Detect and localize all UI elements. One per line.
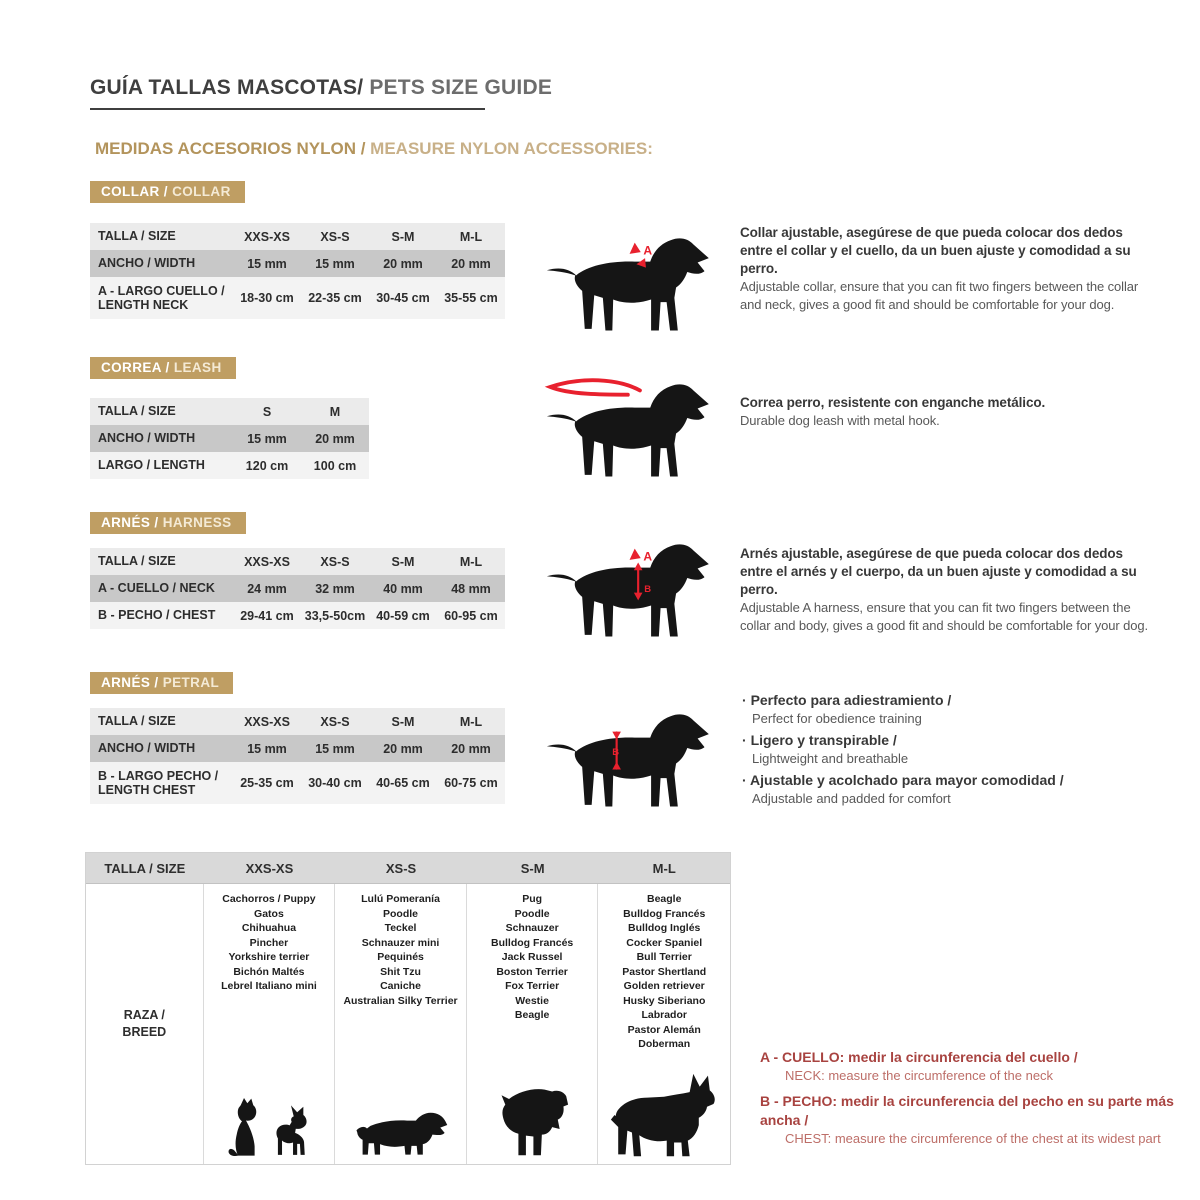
breed-column-xxs-xs: [204, 884, 336, 1164]
header-cell: M: [301, 398, 369, 425]
value-cell: 30-40 cm: [301, 762, 369, 804]
value-cell: 25-35 cm: [233, 762, 301, 804]
value-cell: 60-75 cm: [437, 762, 505, 804]
value-cell: 60-95 cm: [437, 602, 505, 629]
dog-silhouette-collar-icon: [538, 222, 728, 334]
value-cell: 40-65 cm: [369, 762, 437, 804]
header-cell: TALLA / SIZE: [104, 860, 186, 876]
feature-es: · Ajustable y acolchado para mayor comodidad /: [742, 771, 1157, 790]
note-a-en: NECK: measure the circumference of the neck: [785, 1068, 1054, 1083]
breed-item: Pastor Shertland: [622, 965, 707, 978]
value-cell: 15 mm: [233, 250, 301, 277]
value-cell: 15 mm: [233, 425, 301, 452]
value-cell: 100 cm: [301, 452, 369, 479]
breed-item: Schnauzer mini: [361, 936, 440, 949]
breed-item: Beagle: [514, 1009, 550, 1021]
dog-silhouette-leash-icon: [538, 368, 728, 480]
collar-description-es: Collar ajustable, asegúrese de que pueda colocar dos dedos entre el collar y el cuello, da un buen ajuste y comodidad a su perro.: [740, 225, 1131, 276]
header-cell: S-M: [369, 548, 437, 575]
page-subtitle: [95, 139, 653, 159]
value-cell: 20 mm: [369, 735, 437, 762]
dog-silhouette-petral-icon: [538, 698, 728, 810]
breed-item: Shit Tzu: [380, 965, 421, 978]
raza-breed-label: RAZA / BREED: [122, 1008, 167, 1039]
table-row: [90, 452, 369, 479]
breed-item: Yorkshire terrier: [228, 951, 310, 963]
header-cell: TALLA / SIZE: [90, 548, 233, 575]
petral-measure-marker: [547, 714, 709, 806]
leash-size-table: [90, 398, 369, 479]
breed-item: Lebrel Italiano mini: [221, 980, 317, 992]
harness-description-es: Arnés ajustable, asegúrese de que pueda colocar dos dedos entre el arnés y el cuerpo, da un buen ajuste y comodidad a su perro.: [740, 546, 1137, 597]
table-header-row: [90, 708, 505, 735]
petral-feature-list: [742, 691, 1157, 811]
header-cell: XS-S: [301, 708, 369, 735]
table-row: [90, 602, 505, 629]
table-row: [90, 735, 505, 762]
table-header-row: [90, 398, 369, 425]
label-cell: ANCHO / WIDTH: [90, 250, 233, 277]
leash-line-marker: [550, 380, 640, 395]
badge-label-es: ARNÉS /: [101, 675, 163, 690]
table-row: [90, 425, 369, 452]
breed-item: Golden retriever: [623, 980, 705, 992]
badge-label-en: LEASH: [173, 360, 222, 375]
breed-table-header: [86, 853, 730, 884]
breed-item: Pincher: [249, 936, 289, 949]
header-cell: S: [233, 398, 301, 425]
header-cell: S-M: [520, 860, 545, 876]
badge-label-es: COLLAR /: [101, 184, 173, 199]
breed-item: Caniche: [380, 980, 421, 992]
harness-section-badge: [90, 512, 246, 534]
breed-item: Fox Terrier: [505, 980, 560, 992]
breed-silhouettes: [492, 1084, 572, 1164]
header-cell: TALLA / SIZE: [90, 398, 233, 425]
harness-size-table: [90, 548, 505, 629]
header-cell: XXS-XS: [233, 223, 301, 250]
value-cell: 20 mm: [437, 735, 505, 762]
note-b-en: CHEST: measure the circumference of the chest at its widest part: [785, 1131, 1161, 1146]
breed-item: Poodle: [383, 907, 419, 920]
breed-list: [343, 884, 457, 1008]
table-row: [90, 250, 505, 277]
value-cell: 20 mm: [301, 425, 369, 452]
header-cell: XXS-XS: [245, 860, 294, 876]
collar-description-en: Adjustable collar, ensure that you can fit two fingers between the collar and neck, gives a good fit and should be comfortable for your dog.: [740, 279, 1139, 312]
page-title: [90, 76, 552, 100]
value-cell: 40 mm: [369, 575, 437, 602]
dog-silhouette-harness-icon: [538, 528, 728, 640]
feature-item: [742, 731, 1157, 768]
breed-column-s-m: [467, 884, 599, 1164]
harness-marker-letter-a: A: [643, 549, 653, 564]
note-a-es: A - CUELLO: medir la circunferencia del cuello /: [760, 1049, 1078, 1065]
breed-list: [622, 884, 706, 1052]
collar-section-badge: [90, 181, 245, 203]
label-cell: A - LARGO CUELLO / LENGTH NECK: [90, 277, 233, 319]
breed-list: [221, 884, 317, 994]
breed-item: Bulldog Francés: [490, 936, 574, 949]
breed-item: Schnauzer: [505, 922, 559, 934]
value-cell: 22-35 cm: [301, 277, 369, 319]
value-cell: 35-55 cm: [437, 277, 505, 319]
header-cell: M-L: [437, 223, 505, 250]
page-title-es: GUÍA TALLAS MASCOTAS/: [90, 76, 364, 99]
breed-column-xs-s: [335, 884, 467, 1164]
harness-description: [740, 545, 1150, 634]
feature-en: Lightweight and breathable: [752, 751, 909, 766]
feature-item: [742, 691, 1157, 728]
breed-silhouettes: [353, 1111, 449, 1164]
header-cell: XXS-XS: [233, 548, 301, 575]
breed-silhouettes: [609, 1072, 719, 1164]
value-cell: 33,5-50cm: [301, 602, 369, 629]
header-cell: XS-S: [385, 860, 417, 876]
value-cell: 40-59 cm: [369, 602, 437, 629]
petral-size-table: [90, 708, 505, 804]
header-cell: TALLA / SIZE: [90, 708, 233, 735]
label-cell: B - PECHO / CHEST: [90, 602, 233, 629]
breed-item: Husky Siberiano: [623, 994, 706, 1007]
label-cell: B - LARGO PECHO / LENGTH CHEST: [90, 762, 233, 804]
breed-item: Poodle: [514, 907, 550, 920]
feature-en: Perfect for obedience training: [752, 711, 922, 726]
petral-section-badge: [90, 672, 233, 694]
breed-item: Gatos: [254, 907, 284, 920]
header-cell: S-M: [369, 708, 437, 735]
badge-label-en: PETRAL: [162, 675, 220, 690]
breed-item: Chihuahua: [241, 922, 297, 934]
table-row: [90, 277, 505, 319]
value-cell: 20 mm: [369, 250, 437, 277]
breed-item: Bulldog Inglés: [628, 922, 701, 934]
breed-item: Beagle: [647, 893, 682, 905]
breed-item: Bull Terrier: [636, 951, 692, 963]
breed-item: Bichón Maltés: [233, 965, 305, 978]
breed-item: Bulldog Francés: [623, 907, 706, 920]
breed-item: Lulú Pomeranía: [361, 893, 440, 905]
value-cell: 15 mm: [233, 735, 301, 762]
label-cell: ANCHO / WIDTH: [90, 425, 233, 452]
breed-table-body: [86, 884, 730, 1164]
page-subtitle-es: MEDIDAS ACCESORIOS NYLON /: [95, 139, 371, 158]
value-cell: 48 mm: [437, 575, 505, 602]
table-row: [90, 762, 505, 804]
breed-item: Pequinés: [377, 951, 424, 963]
header-cell: S-M: [369, 223, 437, 250]
header-cell: XS-S: [301, 548, 369, 575]
cat-silhouette-icon: [226, 1096, 266, 1159]
badge-label-es: ARNÉS /: [101, 515, 163, 530]
doberman-silhouette-icon: [609, 1072, 719, 1159]
harness-description-en: Adjustable A harness, ensure that you can fit two fingers between the collar and body, gives a good fit and should be comfortable for your dog.: [740, 600, 1148, 633]
note-b-es: B - PECHO: medir la circunferencia del pecho en su parte más ancha /: [760, 1093, 1174, 1128]
breed-item: Boston Terrier: [496, 965, 568, 978]
header-cell: XXS-XS: [233, 708, 301, 735]
value-cell: 20 mm: [437, 250, 505, 277]
value-cell: 15 mm: [301, 735, 369, 762]
label-cell: LARGO / LENGTH: [90, 452, 233, 479]
badge-label-en: COLLAR: [172, 184, 231, 199]
leash-description: [740, 394, 1150, 430]
breed-item: Pastor Alemán: [627, 1023, 701, 1036]
badge-label-en: HARNESS: [162, 515, 232, 530]
value-cell: 18-30 cm: [233, 277, 301, 319]
feature-es: · Perfecto para adiestramiento /: [742, 691, 1157, 710]
collar-marker-letter: A: [643, 243, 653, 258]
value-cell: 24 mm: [233, 575, 301, 602]
header-cell: XS-S: [301, 223, 369, 250]
collar-description: [740, 224, 1150, 313]
breed-list: [491, 884, 573, 1023]
feature-item: [742, 771, 1157, 808]
leash-description-en: Durable dog leash with metal hook.: [740, 413, 940, 428]
schnauzer-silhouette-icon: [492, 1084, 572, 1159]
leash-section-badge: [90, 357, 236, 379]
raza-breed-column: [86, 884, 204, 1164]
breed-item: Pug: [522, 893, 543, 905]
label-cell: ANCHO / WIDTH: [90, 735, 233, 762]
feature-es: · Ligero y transpirable /: [742, 731, 1157, 750]
header-cell: M-L: [437, 548, 505, 575]
value-cell: 120 cm: [233, 452, 301, 479]
header-cell: M-L: [437, 708, 505, 735]
value-cell: 29-41 cm: [233, 602, 301, 629]
value-cell: 30-45 cm: [369, 277, 437, 319]
page-subtitle-en: MEASURE NYLON ACCESSORIES:: [370, 139, 653, 158]
table-row: [90, 575, 505, 602]
breed-item: Teckel: [384, 922, 417, 934]
feature-en: Adjustable and padded for comfort: [752, 791, 951, 806]
value-cell: 32 mm: [301, 575, 369, 602]
breed-column-m-l: [598, 884, 730, 1164]
harness-marker-letter-b: B: [644, 583, 652, 595]
breed-item: Labrador: [641, 1009, 687, 1021]
table-header-row: [90, 223, 505, 250]
measurement-notes: [760, 1048, 1185, 1155]
title-underline: [90, 108, 485, 110]
chihuahua-silhouette-icon: [273, 1104, 311, 1159]
page-title-en: PETS SIZE GUIDE: [363, 76, 553, 99]
leash-description-es: Correa perro, resistente con enganche metálico.: [740, 395, 1046, 410]
breed-item: Cocker Spaniel: [626, 936, 703, 949]
header-cell: TALLA / SIZE: [90, 223, 233, 250]
breed-size-table: [85, 852, 731, 1165]
breed-item: Jack Russel: [501, 951, 563, 963]
petral-marker-letter: B: [612, 746, 620, 758]
badge-label-es: CORREA /: [101, 360, 174, 375]
breed-item: Westie: [515, 994, 549, 1007]
breed-item: Cachorros / Puppy: [222, 893, 316, 905]
label-cell: A - CUELLO / NECK: [90, 575, 233, 602]
breed-item: Doberman: [638, 1038, 691, 1050]
table-header-row: [90, 548, 505, 575]
collar-size-table: [90, 223, 505, 319]
value-cell: 15 mm: [301, 250, 369, 277]
dachshund-silhouette-icon: [353, 1111, 449, 1159]
header-cell: M-L: [652, 860, 676, 876]
breed-silhouettes: [226, 1096, 311, 1164]
breed-item: Australian Silky Terrier: [343, 994, 458, 1007]
